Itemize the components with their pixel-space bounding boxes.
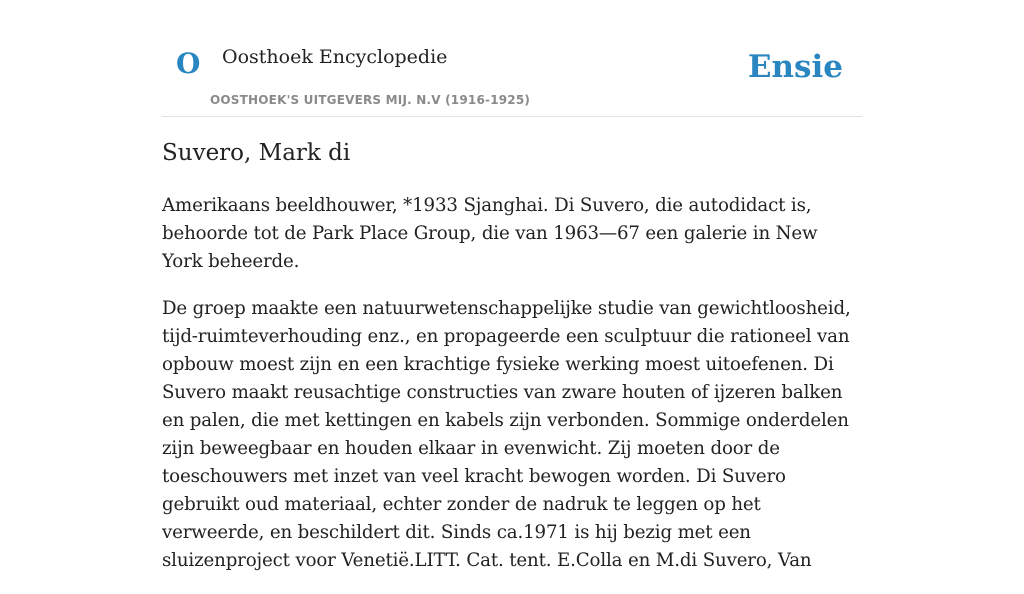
publisher-logo[interactable]: O bbox=[176, 47, 201, 80]
publisher-subtitle: OOSTHOEK'S UITGEVERS MIJ. N.V (1916-1925) bbox=[210, 93, 531, 107]
publisher-name-link[interactable]: Oosthoek Encyclopedie bbox=[222, 46, 448, 68]
article-body bbox=[162, 192, 862, 594]
article-paragraph: De groep maakte een natuurwetenschappelijke studie van gewichtloosheid, tijd-ruimteverhouding enz., en propageerde een sculptuur die rationeel van opbouw moest zijn en een krachtige fysieke werking moest uitoefenen. Di Suvero maakt reusachtige constructies van zware houten of ijzeren balken en palen, die met kettingen en kabels zijn verbonden. Sommige onderdelen zijn beweegbaar en houden elkaar in evenwicht. Zij moeten door de toeschouwers met inzet van veel kracht bewogen worden. Di Suvero gebruikt oud materiaal, echter zonder de nadruk te leggen op het verweerde, en beschildert dit. Sinds ca.1971 is hij bezig met een sluizenproject voor Venetië.LITT. Cat. tent. E.Colla en M.di Suvero, Van bbox=[162, 298, 851, 571]
article-title: Suvero, Mark di bbox=[162, 140, 351, 166]
ensie-logo-link[interactable]: Ensie bbox=[747, 49, 843, 85]
article-paragraph: Amerikaans beeldhouwer, *1933 Sjanghai. Di Suvero, die autodidact is, behoorde tot de Park Place Group, die van 1963—67 een galerie in New York beheerde. bbox=[162, 195, 818, 272]
site-header bbox=[162, 30, 862, 117]
